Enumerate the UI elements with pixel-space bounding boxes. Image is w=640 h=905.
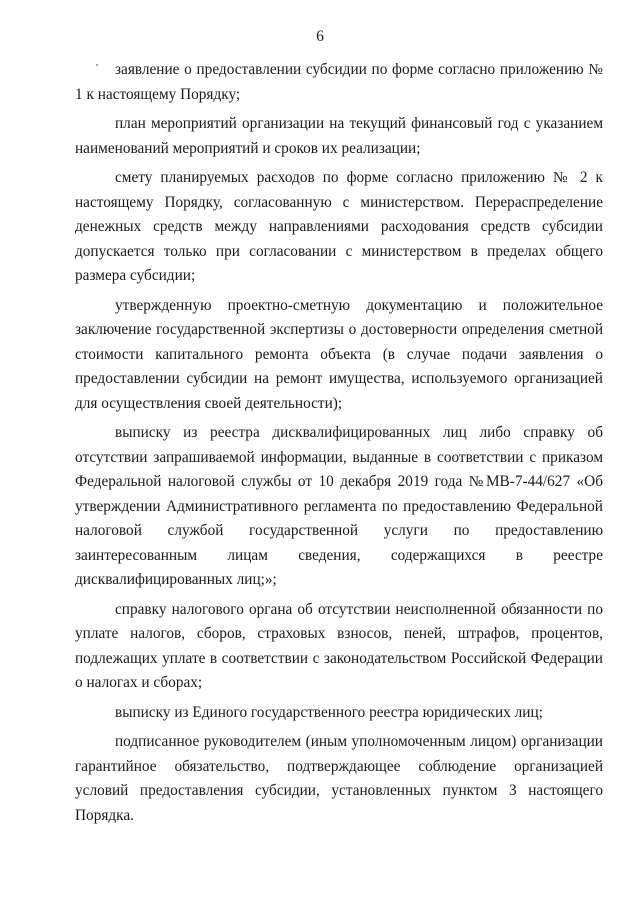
paragraph-legal-entities-registry-extract: выписку из Единого государственного реестра юридических лиц; [115, 703, 543, 721]
paragraph-tax-certificate: справку налогового органа об отсутствии неисполненной обязанности по уплате налогов, сборов, страховых взносов, пеней, штрафов, процентов, подлежащих уплате в соответствии с законодательством Российской Федерации о налогах и сборах; [75, 600, 603, 691]
document-body [75, 58, 603, 828]
paragraph-application: заявление о предоставлении субсидии по форме согласно приложению № 1 к настоящему Порядку; [75, 61, 603, 103]
paragraph-guarantee-obligation: подписанное руководителем (иным уполномоченным лицом) организации гарантийное обязательство, подтверждающее соблюдение организацией условий предоставления субсидии, установленных пунктом 3 настоящего Порядка. [75, 733, 603, 824]
paragraph-design-documentation: утвержденную проектно-сметную документацию и положительное заключение государственной экспертизы о достоверности определения сметной стоимости капитального ремонта объекта (в случае подачи заявления о предоставлении субсидии на ремонт имущества, используемого организацией для осуществления своей деятельности); [75, 296, 603, 412]
paragraph-expense-estimate: смету планируемых расходов по форме согласно приложению № 2 к настоящему Порядку, согласованную с министерством. Перераспределение денежных средств между направлениями расходования средств субсидии допускается только при согласовании с министерством в пределах общего размера субсидии; [75, 169, 603, 284]
paragraph-action-plan: план мероприятий организации на текущий финансовый год с указанием наименований мероприятий и сроков их реализации; [75, 115, 603, 157]
paragraph-disqualified-registry-extract: выписку из реестра дисквалифицированных лиц либо справку об отсутствии запрашиваемой информации, выданные в соответствии с приказом Федеральной налоговой службы от 10 декабря 2019 года №МВ-7-44/627 «Об утверждении Административного регламента по предоставлению Федеральной налоговой службой государственной услуги по предоставлению заинтересованным лицам сведения, содержащихся в реестре дисквалифицированных лиц;»; [75, 424, 603, 588]
page-number: 6 [316, 28, 324, 45]
